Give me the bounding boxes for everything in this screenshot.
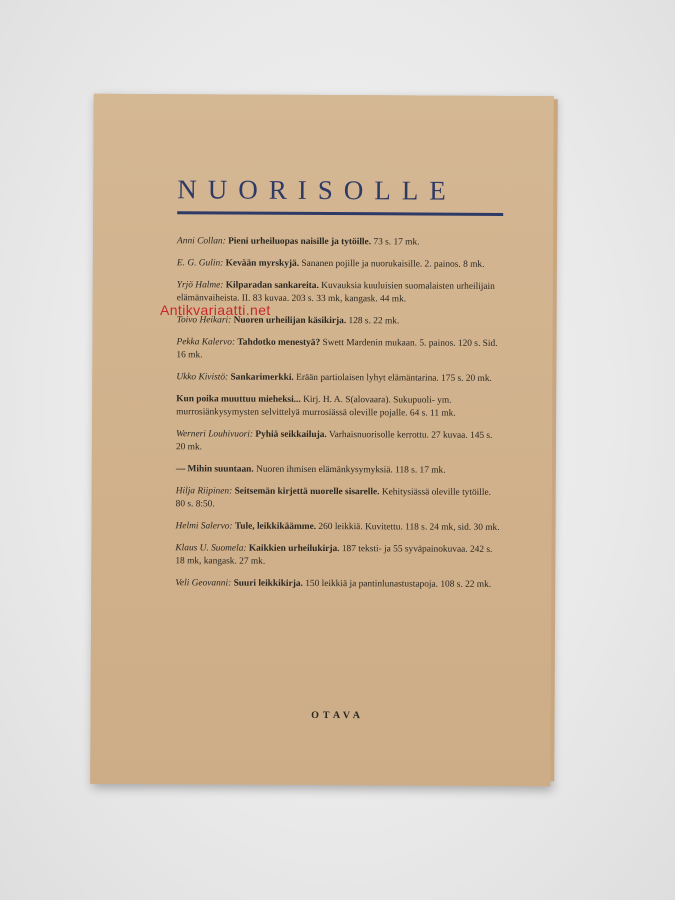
entry-details: Swett Mardenin mukaan. 5. painos. 120 s. Sid. 16 mk. [176,338,498,361]
entry-title: Kilparadan sankareita. [225,280,319,291]
entry-title: Kaikkien urheilukirja. [248,543,340,555]
entry-title: Sankarimerkki. [230,372,294,383]
entry-details: Varhaisnuorisolle kerrottu. 27 kuvaa. 145 s. 20 mk. [175,430,493,453]
entry-details: Sananen pojille ja nuorukaisille. 2. painos. 8 mk. [301,258,485,270]
list-item [176,336,502,364]
entry-title: — Mihin suuntaan. [175,464,254,475]
entry-author: Helmi Salervo: [175,521,233,532]
list-item [175,577,501,592]
list-item [177,257,503,272]
entry-author: Pekka Kalervo: [176,337,236,348]
entry-title: Pyhiä seikkailuja. [255,429,327,441]
entry-author: E. G. Gulin: [176,258,224,269]
entry-title: Nuoren urheilijan käsikirja. [233,315,347,327]
list-item [176,371,502,386]
entry-title: Tule, leikkikäämme. [234,521,317,532]
entry-title: Seitsemän kirjettä nuorelle sisarelle. [234,486,380,498]
book-list [175,235,503,601]
entry-title: Kun poika muuttuu mieheksi... [176,394,301,405]
entry-author: Veli Geovanni: [175,578,232,589]
entry-details: Kehitysiässä oleville tytöille. 80 s. 8:50. [175,487,492,510]
entry-author: Werneri Louhivuori: [176,429,254,440]
list-item [176,520,502,535]
entry-author: Anni Collan: [177,236,226,247]
entry-details: 150 leikkiä ja pantinlunastustapoja. 108 s. 22 mk. [305,578,492,590]
entry-details: 73 s. 17 mk. [373,237,420,248]
entry-details: Kuvauksia kuuluisien suomalaisten urheilijain elämänvaiheista. II. 83 kuvaa. 203 s. 33 mk, kangask. 44 mk. [176,280,495,305]
entry-details: Nuoren ihmisen elämänkysymyksiä. 118 s. 17 mk. [256,464,446,476]
list-item [176,393,502,421]
entry-details: 260 leikkiä. Kuvitettu. 118 s. 24 mk, sid. 30 mk. [318,521,500,533]
list-item [176,485,502,513]
entry-author: Hilja Riipinen: [175,486,233,497]
entry-details: 128 s. 22 mk. [348,316,400,327]
entry-author: Klaus U. Suomela: [175,543,247,554]
entry-author: Toivo Heikari: [176,315,232,326]
entry-details: Erään partiolaisen lyhyt elämäntarina. 175 s. 20 mk. [296,372,492,384]
entry-details: 187 teksti- ja 55 syväpainokuvaa. 242 s. 18 mk, kangask. 27 mk. [175,544,493,567]
book-back-cover [90,94,554,786]
list-item [176,463,502,478]
entry-details: Kirj. H. A. S(alovaara). Sukupuoli- ym. murrosiänkysymysten selvittelyä murrosiässä oleville pojalle. 64 s. 11 mk. [176,394,456,419]
page-title: NUORISOLLE [177,174,457,206]
publisher-name: OTAVA [311,709,364,722]
entry-title: Tahdotko menestyä? [237,337,321,348]
entry-author: Yrjö Halme: [176,280,224,291]
list-item [177,235,503,250]
entry-title: Suuri leikkikirja. [233,578,303,589]
entry-author: Ukko Kivistö: [176,372,229,383]
watermark-text: Antikvariaatti.net [160,302,271,318]
list-item [175,542,501,570]
entry-title: Pieni urheiluopas naisille ja tytöille. [228,236,372,248]
title-underline [177,211,503,216]
entry-title: Kevään myrskyjä. [225,258,300,269]
list-item [176,428,502,456]
